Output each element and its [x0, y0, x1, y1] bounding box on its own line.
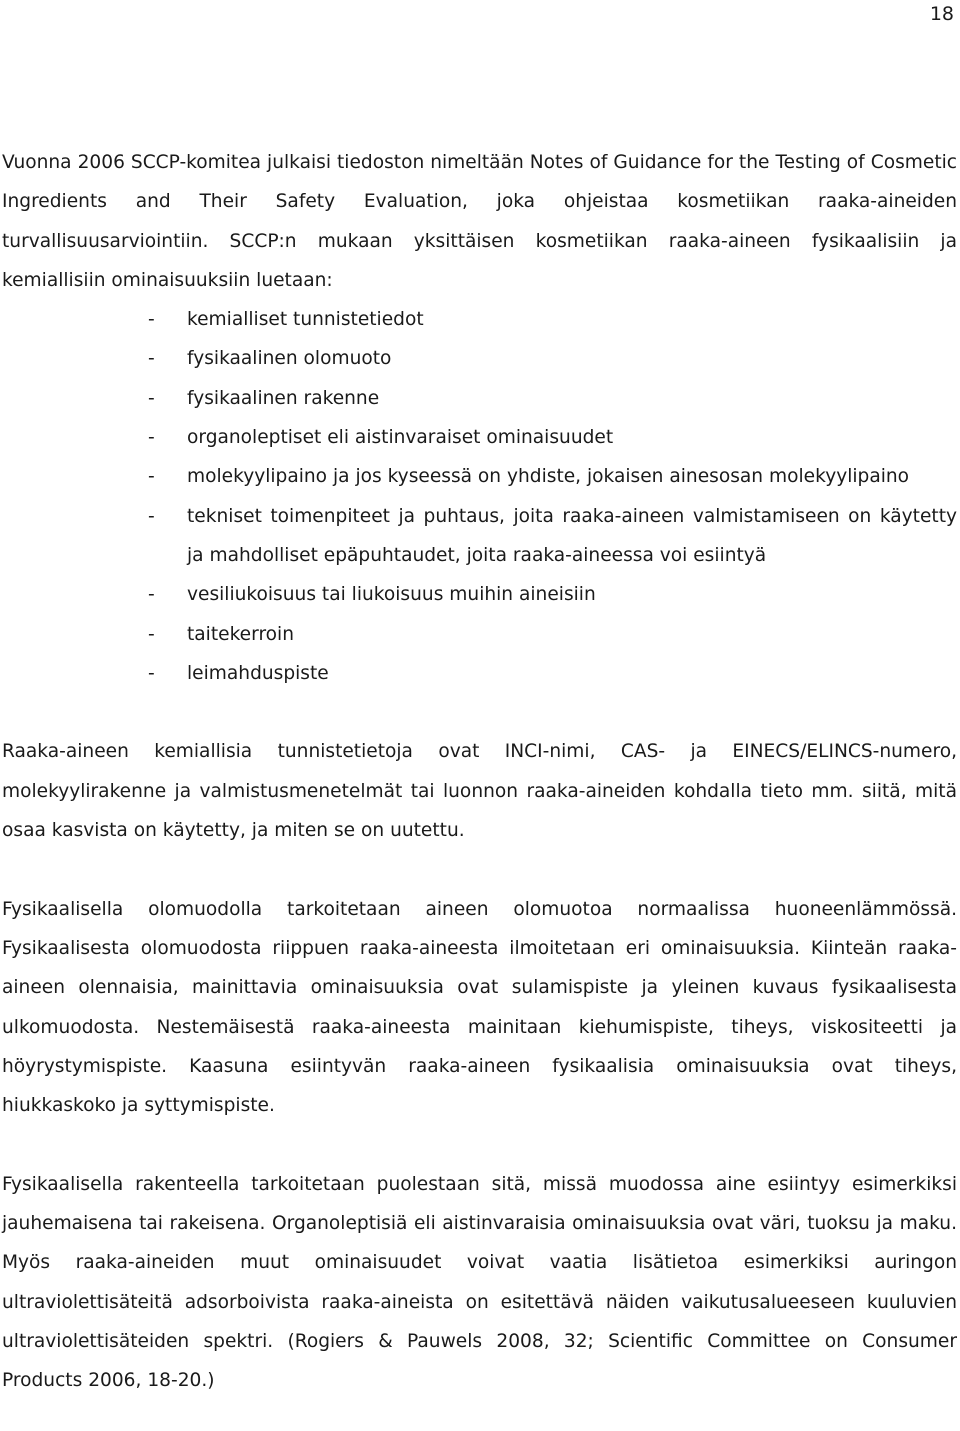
- list-item-text: vesiliukoisuus tai liukoisuus muihin aineisiin: [187, 584, 596, 606]
- list-item-text: kemialliset tunnistetiedot: [187, 309, 424, 331]
- list-item-text: molekyylipaino ja jos kyseessä on yhdiste, jokaisen ainesosan molekyylipaino: [187, 466, 910, 488]
- list-item: [2, 339, 957, 378]
- list-item-text: tekniset toimenpiteet ja puhtaus, joita raaka-aineen valmistamiseen on käytetty ja mahdolliset epäpuhtaudet, joita raaka-aineessa voi esiintyä: [187, 505, 957, 566]
- list-item-text: leimahduspiste: [187, 662, 329, 684]
- list-dash: -: [148, 309, 155, 331]
- paragraph-physical-state: Fysikaalisella olomuodolla tarkoitetaan aineen olomuotoa normaalissa huoneenlämmössä. Fysikaalisesta olomuodosta riippuen raaka-aineesta ilmoitetaan eri ominaisuuksia. Kiinteän raaka-aineen olennaisia, mainittavia ominaisuuksia ovat sulamispiste ja yleinen kuvaus fysikaalisesta ulkomuodosta. Nestemäisestä raaka-aineesta mainitaan kiehumispiste, tiheys, viskositeetti ja höyrystymispiste. Kaasuna esiintyvän raaka-aineen fysikaalisia ominaisuuksia ovat tiheys, hiukkaskoko ja syttymispiste.: [2, 898, 957, 1117]
- list-item-text: taitekerroin: [187, 623, 295, 645]
- list-item: [2, 497, 957, 576]
- list-dash: -: [148, 348, 155, 370]
- paragraph-physical-structure: Fysikaalisella rakenteella tarkoitetaan puolestaan sitä, missä muodossa aine esiintyy esimerkiksi jauhemaisena tai rakeisena. Organoleptisiä eli aistinvaraisia ominaisuuksia ovat väri, tuoksu ja maku. Myös raaka-aineiden muut ominaisuudet voivat vaatia lisätietoa esimerkiksi auringon ultraviolettisäteitä adsorboivista raaka-aineista on esitettävä näiden vaikutusalueeseen kuuluvien ultraviolettisäteiden spektri. (Rogiers & Pauwels 2008, 32; Scientific Committee on Consumer Products 2006, 18-20.): [2, 1173, 957, 1392]
- list-item: [2, 457, 957, 496]
- paragraph-identification: Raaka-aineen kemiallisia tunnistetietoja ovat INCI-nimi, CAS- ja EINECS/ELINCS-numero, molekyylirakenne ja valmistusmenetelmät tai luonnon raaka-aineiden kohdalla tieto mm. siitä, mitä osaa kasvista on käytetty, ja miten se on uutettu.: [2, 741, 957, 842]
- page-number: 18: [929, 3, 954, 25]
- list-dash: -: [148, 505, 155, 527]
- list-item: [2, 615, 957, 654]
- list-item: [2, 418, 957, 457]
- document-body: [2, 143, 957, 1401]
- list-dash: -: [148, 584, 155, 606]
- list-item: [2, 300, 957, 339]
- list-dash: -: [148, 427, 155, 449]
- paragraph-intro: Vuonna 2006 SCCP-komitea julkaisi tiedoston nimeltään Notes of Guidance for the Testing of Cosmetic Ingredients and Their Safety Evaluation, joka ohjeistaa kosmetiikan raaka-aineiden turvallisuusarviointiin. SCCP:n mukaan yksittäisen kosmetiikan raaka-aineen fysikaalisiin ja kemiallisiin ominaisuuksiin luetaan:: [2, 152, 957, 291]
- list-dash: -: [148, 387, 155, 409]
- property-list: [2, 300, 957, 693]
- list-item-text: fysikaalinen rakenne: [187, 387, 380, 409]
- list-dash: -: [148, 623, 155, 645]
- list-dash: -: [148, 662, 155, 684]
- list-dash: -: [148, 466, 155, 488]
- list-item: [2, 379, 957, 418]
- paragraph-spacer: [2, 693, 957, 732]
- paragraph-spacer: [2, 850, 957, 889]
- paragraph-spacer: [2, 1125, 957, 1164]
- list-item: [2, 654, 957, 693]
- list-item: [2, 575, 957, 614]
- list-item-text: organoleptiset eli aistinvaraiset ominaisuudet: [187, 427, 614, 449]
- list-item-text: fysikaalinen olomuoto: [187, 348, 392, 370]
